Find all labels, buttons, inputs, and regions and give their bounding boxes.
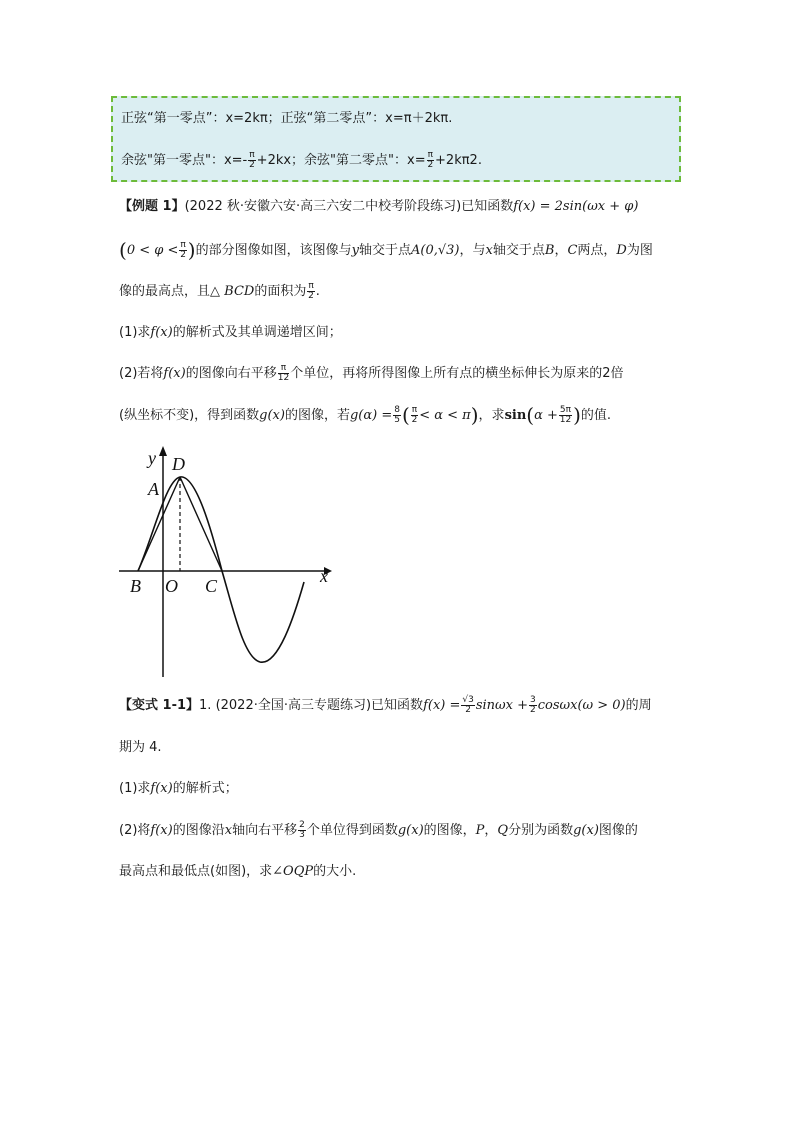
tip-line-sine: 正弦“第一零点”：x=2kπ；正弦“第二零点”：x=π＋2kπ.	[121, 111, 453, 126]
example-tag: 【例题 1】	[119, 199, 185, 214]
var-x: x	[485, 243, 493, 258]
fraction-pi-over-2: $\frac{\pi}{2}$	[427, 150, 434, 170]
alpha-condition: < α < π	[419, 408, 471, 423]
text: 的面积为	[254, 284, 307, 299]
example-line-2: (0 < φ < $\frac{\pi}{2}$ )的部分图像如图，该图像与y轴交于点A(0,√3)，与x轴交于点B，C两点，D为图	[119, 238, 653, 262]
label-c: C	[205, 576, 218, 596]
tip-text: 余弦"第一零点"：x=-	[121, 153, 248, 168]
text: 的图像沿	[172, 823, 225, 838]
point-a: A(0,√3)	[411, 243, 460, 258]
sin-term: sinωx +	[475, 698, 529, 713]
text: (1)求	[119, 325, 151, 340]
text: (纵坐标不变)，得到函数	[119, 408, 260, 423]
text: (1)求	[119, 781, 151, 796]
angle-oqp: ∠OQP	[272, 864, 314, 879]
fraction-pi-over-2: $\frac{\pi}{2}$	[180, 240, 186, 260]
alpha-plus: α +	[534, 408, 558, 423]
fraction-5pi-over-12: $\frac{5\pi}{12}$	[559, 405, 572, 425]
text: 的值.	[580, 408, 612, 423]
function-g: g(x)	[259, 408, 285, 423]
phi-condition: 0 < φ <	[126, 243, 179, 258]
text: 的周	[625, 698, 652, 713]
variant-tag: 【变式 1-1】	[119, 698, 200, 713]
text: ，	[484, 823, 498, 838]
text: 轴向右平移	[232, 823, 298, 838]
sine-graph-figure	[114, 442, 346, 682]
label-o: O	[165, 576, 178, 596]
example-line-1	[119, 197, 638, 217]
text: 的解析式；	[172, 781, 238, 796]
label-d: D	[172, 454, 185, 474]
text: 的图像，若	[284, 408, 350, 423]
text: 的部分图像如图，该图像与	[195, 243, 352, 258]
label-y: y	[148, 448, 156, 468]
text: (2)将	[119, 823, 151, 838]
function-expression: f(x) = 2sin(ωx + φ)	[513, 199, 639, 214]
variant-question-2	[119, 821, 638, 841]
label-b: B	[130, 576, 141, 596]
text: .	[315, 284, 320, 299]
tip-box	[111, 96, 681, 182]
segment-bd	[138, 477, 180, 571]
text: ，求	[478, 408, 505, 423]
text: 图像的	[598, 823, 638, 838]
example-line-3	[119, 282, 320, 302]
point-p: P	[475, 823, 485, 838]
g-alpha: g(α) =	[349, 408, 393, 423]
tip-text: +2kx；余弦"第二零点"：x=	[256, 153, 426, 168]
example-question-2	[119, 364, 623, 384]
fraction-3-over-2: $\frac{3}{2}$	[530, 695, 536, 715]
function-g: g(x)	[573, 823, 599, 838]
text: 轴交于点	[492, 243, 545, 258]
text: ，	[554, 243, 568, 258]
variant-line-1	[119, 696, 652, 716]
point-c: C	[567, 243, 578, 258]
text: 的大小.	[313, 864, 357, 879]
y-axis-arrow	[159, 446, 167, 456]
fraction-8-over-5: $\frac{8}{5}$	[394, 405, 400, 425]
function-f: f(x)	[150, 325, 173, 340]
function-f: f(x)	[163, 366, 186, 381]
text: 的图像，	[423, 823, 476, 838]
variant-number: 1.	[199, 698, 212, 713]
fraction-pi-over-2: $\frac{\pi}{2}$	[249, 150, 255, 170]
text: 为图	[626, 243, 653, 258]
example-question-2-cont: (纵坐标不变)，得到函数g(x)的图像，若g(α) = $\frac{8}{5}$ ( $\frac{\pi}{2}$ < α < π)，求sin(α + $\frac{5\pi}{12}$ )的值.	[119, 403, 612, 427]
text: (2)若将	[119, 366, 164, 381]
text: 个单位得到函数	[306, 823, 398, 838]
function-f: f(x) =	[423, 698, 461, 713]
text: 像的最高点，且	[119, 284, 211, 299]
fraction-2-over-3: $\frac{2}{3}$	[299, 820, 305, 840]
label-a: A	[148, 479, 159, 499]
function-g: g(x)	[397, 823, 424, 838]
text: 轴交于点	[358, 243, 411, 258]
point-d: D	[616, 243, 627, 258]
segment-dc	[180, 477, 222, 571]
cos-term: cosωx(ω > 0)	[537, 698, 626, 713]
text: 个单位，再将所得图像上所有点的横坐标伸长为原来的2倍	[290, 366, 624, 381]
tip-line-cosine	[121, 150, 671, 172]
triangle-bcd: △ BCD	[210, 284, 255, 299]
example-question-1	[119, 323, 342, 343]
tip-text: +2kπ2.	[435, 153, 482, 168]
variant-line-2: 期为 4.	[119, 740, 162, 755]
fraction-sqrt3-over-2: $\frac{√3}{2}$	[462, 695, 474, 715]
text: 最高点和最低点(如图)，求	[119, 864, 273, 879]
fraction-pi-over-2: $\frac{\pi}{2}$	[308, 281, 314, 301]
variant-question-2-cont	[119, 862, 356, 882]
var-y: y	[351, 243, 359, 258]
point-q: Q	[497, 823, 509, 838]
text: 的解析式及其单调递增区间；	[172, 325, 342, 340]
text: 两点，	[577, 243, 617, 258]
sin: sin	[504, 408, 527, 423]
var-x: x	[224, 823, 233, 838]
example-source: (2022 秋·安徽六安·高三六安二中校考阶段练习)已知函数	[184, 199, 514, 214]
label-x: x	[320, 566, 328, 586]
variant-source: (2022·全国·高三专题练习)已知函数	[215, 698, 424, 713]
function-f: f(x)	[150, 781, 173, 796]
text: 的图像向右平移	[185, 366, 277, 381]
fraction-pi-over-2: $\frac{\pi}{2}$	[411, 405, 418, 425]
text: ，与	[459, 243, 486, 258]
function-f: f(x)	[150, 823, 173, 838]
variant-question-1	[119, 779, 238, 799]
point-b: B	[544, 243, 555, 258]
text: 分别为函数	[508, 823, 574, 838]
fraction-pi-over-12: $\frac{\pi}{12}$	[277, 363, 290, 383]
